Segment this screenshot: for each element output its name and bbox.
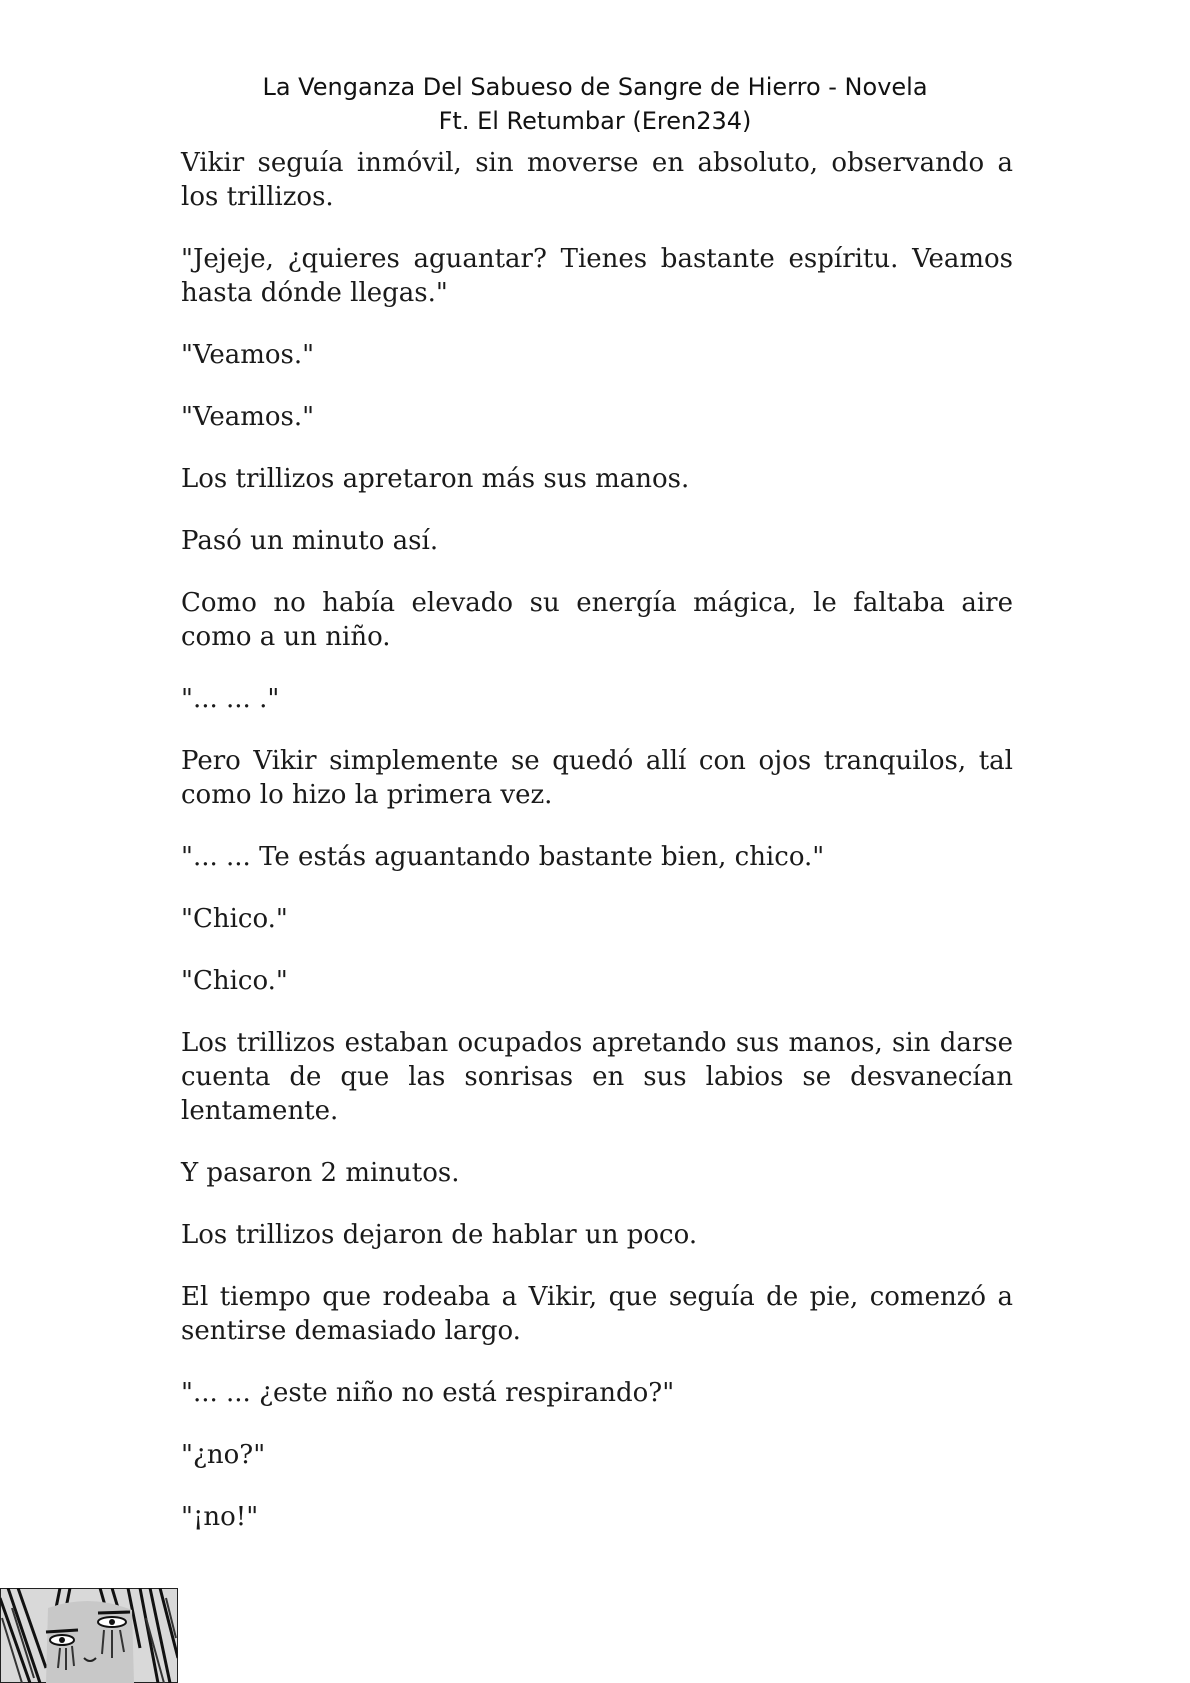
paragraph: Los trillizos apretaron más sus manos. [181,464,690,494]
paragraph: "Veamos." [181,402,315,432]
header-credit: Ft. El Retumbar (Eren234) [438,107,752,135]
paragraph: "Chico." [181,966,288,996]
paragraph: Vikir seguía inmóvil, sin moverse en absoluto, observando a los trillizos. [181,148,1013,212]
manga-face-thumbnail [0,1588,178,1683]
paragraph: "¡no!" [181,1502,259,1532]
paragraph: "Chico." [181,904,288,934]
paragraph: Los trillizos estaban ocupados apretando sus manos, sin darse cuenta de que las sonrisas en sus labios se desvanecían lentamente. [181,1028,1013,1126]
paragraph: "Jejeje, ¿quieres aguantar? Tienes bastante espíritu. Veamos hasta dónde llegas." [181,244,1013,308]
paragraph: "... ... ." [181,684,280,714]
paragraph: "... ... Te estás aguantando bastante bien, chico." [181,842,825,872]
paragraph: "Veamos." [181,340,315,370]
header-title: La Venganza Del Sabueso de Sangre de Hierro - Novela [262,73,928,101]
chapter-text [181,146,1013,1562]
paragraph: Pasó un minuto así. [181,526,439,556]
page-header [0,70,1190,138]
paragraph: El tiempo que rodeaba a Vikir, que seguía de pie, comenzó a sentirse demasiado largo. [181,1282,1013,1346]
paragraph: Como no había elevado su energía mágica, le faltaba aire como a un niño. [181,588,1013,652]
paragraph: Y pasaron 2 minutos. [181,1158,460,1188]
paragraph: Pero Vikir simplemente se quedó allí con ojos tranquilos, tal como lo hizo la primera vez. [181,746,1013,810]
paragraph: Los trillizos dejaron de hablar un poco. [181,1220,698,1250]
paragraph: "¿no?" [181,1440,266,1470]
paragraph: "... ... ¿este niño no está respirando?" [181,1378,675,1408]
